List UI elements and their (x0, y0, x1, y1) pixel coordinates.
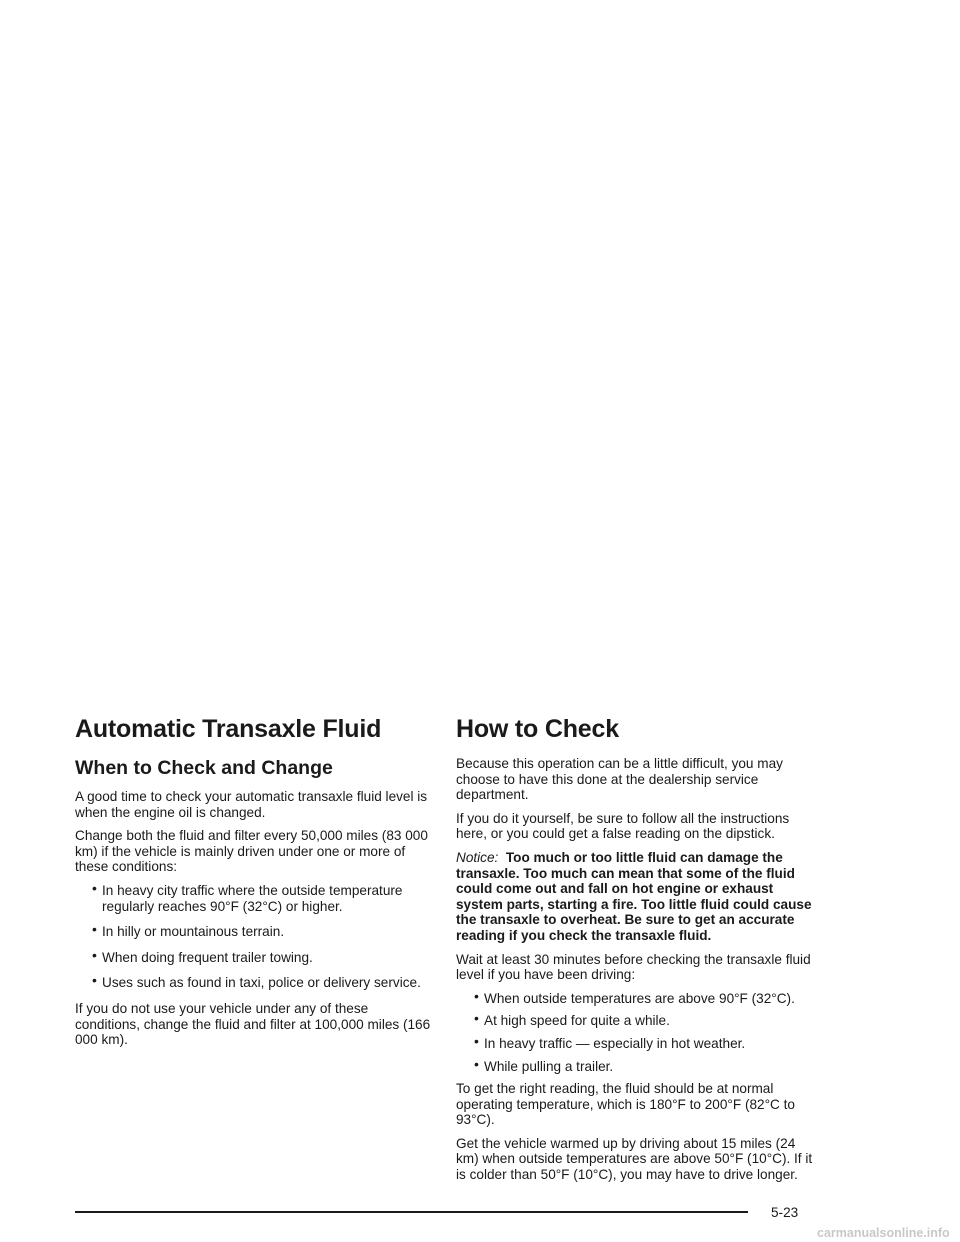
paragraph: Because this operation can be a little difficult, you may choose to have this done at the dealership service department. (456, 756, 783, 803)
section-title: How to Check (456, 715, 619, 743)
subsection-title: When to Check and Change (75, 757, 333, 779)
bullet-icon: • (474, 1055, 479, 1072)
notice-body: Too much or too little fluid can damage the transaxle. Too much can mean that some of the fluid could come out and fall on hot engine or exhaust system parts, starting a fire. Too little fluid could cause the transaxle to overheat. Be sure to get an accurate reading if you check the transaxle fluid. (456, 849, 812, 943)
watermark: carmanualsonline.info (817, 1226, 950, 1240)
left-column (75, 714, 435, 1056)
bullet-icon: • (92, 972, 97, 989)
list-item: • When outside temperatures are above 90°F (32°C). (474, 987, 795, 1006)
notice-label: Notice: (456, 849, 499, 865)
paragraph: To get the right reading, the fluid should be at normal operating temperature, which is 180°F to 200°F (82°C to 93°C). (456, 1081, 795, 1128)
bullet-icon: • (474, 987, 479, 1004)
paragraph: A good time to check your automatic transaxle fluid level is when the engine oil is changed. (75, 789, 428, 820)
bullet-icon: • (474, 1010, 479, 1027)
paragraph: Wait at least 30 minutes before checking the transaxle fluid level if you have been driving: (456, 951, 811, 983)
bullet-icon: • (92, 946, 97, 963)
bullet-icon: • (92, 879, 97, 896)
list-item: • While pulling a trailer. (474, 1055, 614, 1074)
list-item: • When doing frequent trailer towing. (92, 946, 313, 965)
section-title: Automatic Transaxle Fluid (75, 715, 382, 743)
list-item: • In hilly or mountainous terrain. (92, 921, 285, 940)
list-item: • In heavy traffic — especially in hot weather. (474, 1032, 746, 1051)
list-item: • Uses such as found in taxi, police or delivery service. (92, 972, 421, 991)
conditions-list (75, 879, 435, 991)
list-item: • At high speed for quite a while. (474, 1010, 670, 1029)
page-number: 5-23 (771, 1205, 799, 1220)
right-column (456, 714, 816, 1191)
list-item: • In heavy city traffic where the outside temperature regularly reaches 90°F (32°C) or higher. (92, 879, 403, 914)
notice (456, 850, 816, 944)
bullet-icon: • (474, 1032, 479, 1049)
paragraph: Change both the fluid and filter every 50,000 miles (83 000 km) if the vehicle is mainly driven under one or more of these conditions: (75, 828, 428, 875)
paragraph: Get the vehicle warmed up by driving about 15 miles (24 km) when outside temperatures are above 50°F (10°C). If it is colder than 50°F (10°C), you may have to drive longer. (456, 1135, 813, 1183)
bullet-icon: • (92, 921, 97, 938)
paragraph: If you do not use your vehicle under any of these conditions, change the fluid and filter at 100,000 miles (166 000 km). (75, 1000, 431, 1048)
paragraph: If you do it yourself, be sure to follow all the instructions here, or you could get a false reading on the dipstick. (456, 810, 790, 842)
footer-rule (75, 1211, 748, 1213)
driving-conditions-list (456, 987, 816, 1074)
